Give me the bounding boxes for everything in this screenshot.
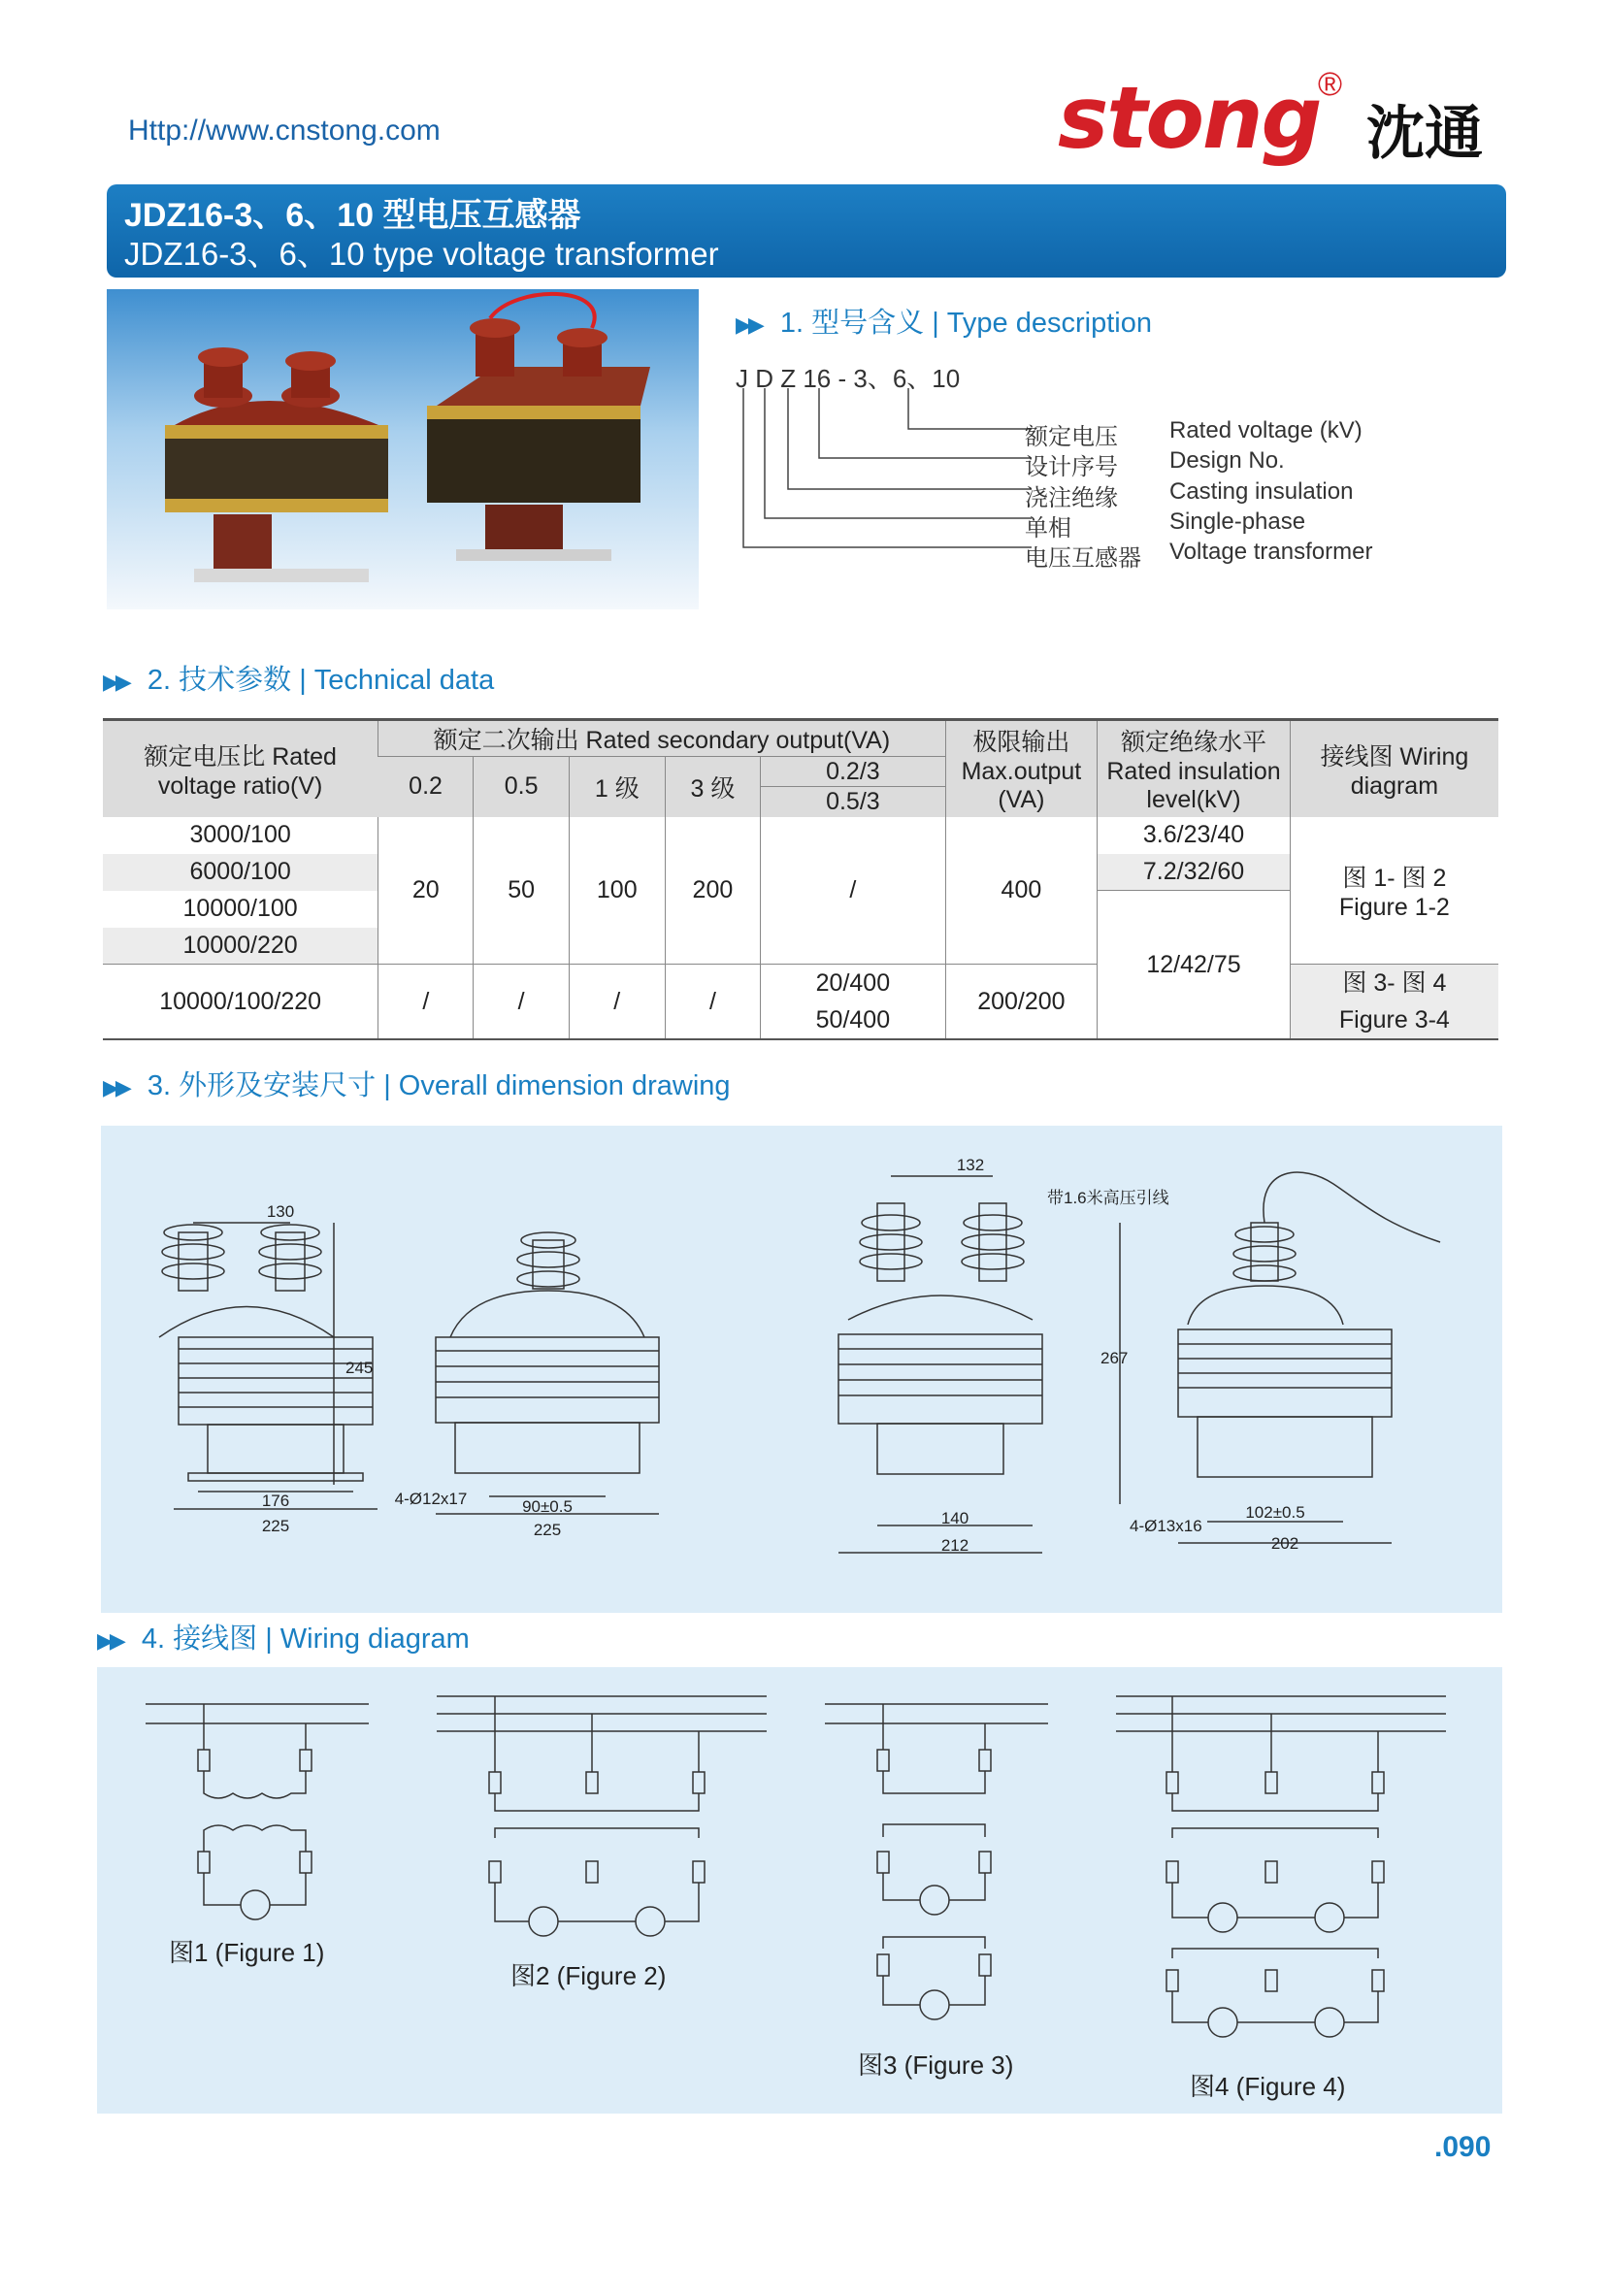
ratio-cell: 6000/100	[103, 854, 378, 891]
title-english: JDZ16-3、6、10 type voltage transformer	[124, 236, 719, 272]
wiring-caption-2: 图2 (Figure 2)	[510, 1961, 667, 1990]
wiring-diagram-panel	[97, 1667, 1502, 2114]
ratio-cell: 10000/100	[182, 895, 298, 922]
dim-d3-base1: 140	[940, 1509, 969, 1527]
model-code-leader-lines	[736, 388, 1046, 563]
wiring-figure-3	[825, 1704, 1048, 2019]
dim-d3-top: 132	[956, 1156, 985, 1174]
g1-max-output: 400	[945, 817, 1098, 965]
double-arrow-icon: ▶▶	[97, 1628, 122, 1653]
section-3-number: 3.	[147, 1070, 172, 1101]
g2-wiring	[1290, 965, 1498, 1040]
insulation-cell: 7.2/32/60	[1098, 854, 1290, 891]
section-3-heading	[103, 1064, 731, 1103]
header-class-1: 1 级	[569, 757, 665, 817]
title-chinese: JDZ16-3、6、10 型电压互感器	[124, 197, 581, 234]
section-1-number: 1.	[779, 308, 804, 339]
dim-d3-height: 267	[1100, 1349, 1129, 1367]
type-item-cn: 单相	[1025, 515, 1071, 541]
dim-d1-hole: 4-Ø12x17	[394, 1490, 468, 1508]
wiring-figure-1	[146, 1704, 369, 1919]
dim-d1-height: 245	[345, 1359, 374, 1377]
insulation-cell: 3.6/23/40	[1098, 817, 1290, 854]
section-2-number: 2.	[147, 665, 172, 696]
g2-max-output: 200/200	[945, 965, 1098, 1040]
g2-wiring-cn: 图 3- 图 4	[1342, 969, 1447, 997]
ratio-cell: 10000/100/220	[159, 987, 322, 1015]
type-item-en: Casting insulation	[1169, 478, 1354, 505]
g2-class-02: /	[378, 965, 474, 1040]
drawing-3	[838, 1176, 1120, 1553]
wiring-caption-4: 图4 (Figure 4)	[1190, 2072, 1346, 2101]
title-banner	[107, 184, 1506, 278]
header-insulation: 额定绝缘水平 Rated insulation level(kV)	[1098, 720, 1290, 817]
type-item-en: Voltage transformer	[1169, 539, 1373, 565]
double-arrow-icon: ▶▶	[103, 1075, 128, 1099]
type-item-en: Single-phase	[1169, 508, 1306, 535]
g2-class-1: /	[569, 965, 665, 1040]
page-number: .090	[1434, 2131, 1492, 2163]
g2-class-05: /	[474, 965, 570, 1040]
type-item-cn: 电压互感器	[1025, 545, 1141, 572]
g1-class-05: 50	[474, 817, 570, 965]
header-class-05: 0.5	[474, 757, 570, 817]
type-item-en: Rated voltage (kV)	[1169, 417, 1363, 443]
dimension-drawings	[101, 1126, 1502, 1613]
g2-class-03	[761, 965, 945, 1040]
header-secondary-output: 额定二次输出 Rated secondary output(VA)	[378, 720, 945, 757]
dim-d3-note: 带1.6米高压引线	[1047, 1189, 1169, 1207]
g1-class-1: 100	[569, 817, 665, 965]
header-class-0203: 0.2/3	[761, 757, 944, 787]
header-class-0503: 0.5/3	[826, 788, 880, 816]
section-1-title: 型号含义 | Type description	[811, 308, 1152, 339]
section-4-title: 接线图 | Wiring diagram	[173, 1624, 470, 1655]
dim-d3-base2: 212	[940, 1536, 969, 1555]
wiring-caption-1: 图1 (Figure 1)	[169, 1938, 325, 1967]
dim-d1-base1: 176	[261, 1492, 290, 1510]
registered-mark: ®	[1318, 66, 1343, 103]
section-2-title: 技术参数 | Technical data	[179, 665, 495, 696]
g1-class-3: 200	[665, 817, 761, 965]
header-class-02: 0.2	[409, 772, 443, 801]
product-photo	[107, 289, 699, 609]
header-class-3: 3 级	[665, 757, 761, 817]
drawing-4	[1178, 1172, 1440, 1543]
wiring-diagrams	[97, 1667, 1502, 2114]
wiring-figure-2	[437, 1696, 767, 1936]
wiring-figure-4	[1116, 1696, 1446, 2037]
ratio-cell: 3000/100	[189, 821, 291, 848]
g1-class-03: /	[761, 817, 945, 965]
g2-class-03b: 50/400	[815, 1006, 891, 1033]
header-class-03	[761, 757, 945, 817]
dim-d4-base1: 102±0.5	[1245, 1503, 1305, 1522]
type-item-cn: 额定电压	[1025, 424, 1118, 450]
type-item-cn: 浇注绝缘	[1025, 485, 1118, 511]
type-item-en: Design No.	[1169, 447, 1285, 474]
header-wiring: 接线图 Wiring diagram	[1290, 720, 1498, 817]
g1-class-02: 20	[378, 817, 474, 965]
ratio-cell: 10000/220	[103, 928, 378, 965]
model-code: J D Z 16 - 3、6、10	[736, 364, 961, 393]
dim-d1-base2: 225	[261, 1517, 290, 1535]
g1-wiring	[1290, 817, 1498, 965]
drawing-2	[436, 1232, 659, 1514]
dim-d3-hole: 4-Ø13x16	[1130, 1517, 1202, 1535]
wiring-caption-3: 图3 (Figure 3)	[858, 2050, 1014, 2080]
g2-class-3: /	[665, 965, 761, 1040]
website-url[interactable]: Http://www.cnstong.com	[128, 115, 441, 147]
section-3-title: 外形及安装尺寸 | Overall dimension drawing	[179, 1070, 731, 1101]
g1-wiring-en: Figure 1-2	[1338, 893, 1450, 921]
section-1-heading	[736, 301, 1152, 341]
technical-data-table	[103, 718, 1498, 1040]
dim-d2-base1: 90±0.5	[522, 1497, 573, 1516]
brand-chinese-name: 沈通	[1366, 101, 1483, 166]
dim-d4-base2: 202	[1270, 1534, 1299, 1553]
section-4-heading	[97, 1617, 470, 1656]
double-arrow-icon: ▶▶	[103, 670, 128, 694]
type-item-cn: 设计序号	[1025, 454, 1118, 480]
double-arrow-icon: ▶▶	[736, 312, 761, 337]
header-ratio: 额定电压比 Rated voltage ratio(V)	[103, 720, 378, 817]
product-photo-illustration	[107, 289, 699, 609]
section-4-number: 4.	[141, 1624, 166, 1655]
insulation-cell: 12/42/75	[1098, 891, 1290, 1040]
g2-wiring-en: Figure 3-4	[1338, 1006, 1450, 1033]
brand-logo	[1058, 66, 1514, 173]
section-2-heading	[103, 658, 494, 698]
g1-wiring-cn: 图 1- 图 2	[1342, 864, 1447, 892]
header-max-output: 极限输出 Max.output (VA)	[945, 720, 1098, 817]
dim-d1-top: 130	[266, 1202, 295, 1221]
g2-class-03a: 20/400	[815, 969, 891, 997]
dim-d2-base2: 225	[533, 1521, 562, 1539]
dimension-drawing-panel	[101, 1126, 1502, 1613]
brand-logo-text: stong	[1058, 68, 1321, 168]
